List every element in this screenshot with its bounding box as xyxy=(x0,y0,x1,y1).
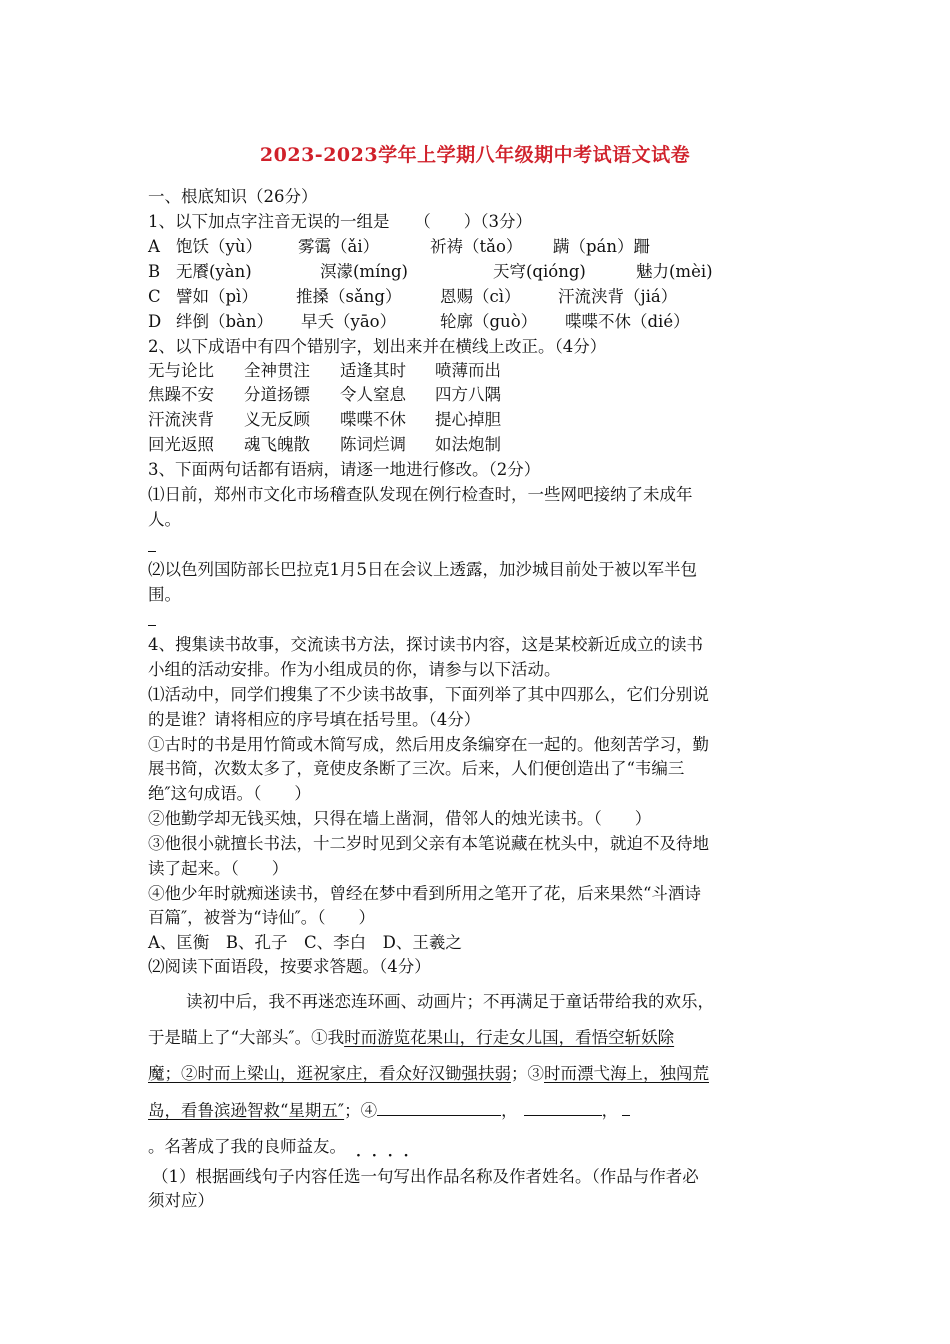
passage-line: 。名著成了我的良师益友。 xyxy=(148,1137,346,1156)
answer-line xyxy=(148,551,156,552)
emphasis-dots: ···· xyxy=(356,1148,420,1164)
question-2-stem: 2、以下成语中有四个错别字，划出来并在横线上改正。（4分） xyxy=(148,337,607,356)
sentence-2-cont: 围。 xyxy=(148,585,181,604)
underlined-sentence-2: 魔；②时而上梁山，逛祝家庄，看众好汉锄强扶弱 xyxy=(148,1064,511,1083)
story-1-cont: 绝″这句成语。（ ） xyxy=(148,784,311,803)
fill-blank[interactable] xyxy=(622,1099,630,1116)
idiom: 四方八隅 xyxy=(435,385,501,404)
option-item: 譬如（pì） xyxy=(176,287,258,306)
option-item: 恩赐（cì） xyxy=(440,287,521,306)
story-1-cont: 展书简，次数太多了，竟使皮条断了三次。后来，人们便创造出了“韦编三 xyxy=(148,759,685,778)
exam-title: 2023-2023学年上学期八年级期中考试语文试卷 xyxy=(259,144,691,166)
passage-text: ， xyxy=(601,1101,619,1120)
story-3: ③他很小就擅长书法，十二岁时见到父亲有本笔说藏在枕头中，就迫不及待地 xyxy=(148,834,709,853)
passage-line xyxy=(148,1063,709,1085)
story-2: ②他勤学却无钱买烛，只得在墙上凿洞，借邻人的烛光读书。（ ） xyxy=(148,809,652,828)
underlined-sentence-3-cont: 岛，看鲁滨逊智救“星期五″ xyxy=(148,1101,345,1120)
idiom: 喷薄而出 xyxy=(435,361,501,380)
answer-choices: A、匡衡 B、孔子 C、李白 D、王羲之 xyxy=(148,933,462,952)
option-item: 轮廓（guò） xyxy=(440,312,538,331)
idiom: 提心掉胆 xyxy=(435,410,501,429)
sub-question-1: （1）根据画线句子内容任选一句写出作品名称及作者姓名。（作品与作者必 xyxy=(152,1167,699,1186)
option-item: 蹒（pán）跚 xyxy=(553,237,651,256)
story-4-cont: 百篇″，被誉为“诗仙″。（ ） xyxy=(148,908,376,927)
idiom: 令人窒息 xyxy=(340,385,406,404)
idiom: 无与论比 xyxy=(148,361,214,380)
option-label: B xyxy=(148,262,161,281)
passage-line xyxy=(148,1027,674,1049)
option-item: 饱饫（yù） xyxy=(176,237,262,256)
option-item: 天穹(qióng) xyxy=(493,262,586,281)
question-3-stem: 3、下面两句话都有语病，请逐一地进行修改。（2分） xyxy=(148,460,541,479)
story-1: ①古时的书是用竹简或木简写成，然后用皮条编穿在一起的。他刻苦学习，勤 xyxy=(148,735,709,754)
option-item: 推搡（sǎng） xyxy=(296,287,402,306)
sentence-1: ⑴日前，郑州市文化市场稽查队发现在例行检查时，一些网吧接纳了未成年 xyxy=(148,485,693,504)
underlined-sentence-1: 时而游览花果山，行走女儿国，看悟空斩妖除 xyxy=(344,1028,675,1047)
option-label: D xyxy=(148,312,162,331)
option-item: 雾霭（ǎi） xyxy=(298,237,380,256)
option-item: 无餍(yàn) xyxy=(176,262,252,281)
question-1-stem: 1、以下加点字注音无误的一组是 （ ）（3分） xyxy=(148,212,532,231)
option-label: A xyxy=(148,237,160,256)
idiom: 适逢其时 xyxy=(340,361,406,380)
idiom: 汗流浃背 xyxy=(148,410,214,429)
part-2-stem: ⑵阅读下面语段，按要求答题。（4分） xyxy=(148,957,431,976)
passage-text: ；④ xyxy=(344,1101,378,1120)
story-4: ④他少年时就痴迷读书，曾经在梦中看到所用之笔开了花，后来果然“斗酒诗 xyxy=(148,884,701,903)
idiom: 陈词烂调 xyxy=(340,435,406,454)
idiom: 分道扬镖 xyxy=(244,385,310,404)
sentence-2: ⑵以色列国防部长巴拉克1月5日在会议上透露，加沙城目前处于被以军半包 xyxy=(148,560,697,579)
underlined-sentence-3: 时而漂弋海上，独闯荒 xyxy=(544,1064,709,1083)
fill-blank[interactable] xyxy=(377,1099,501,1116)
idiom: 魂飞魄散 xyxy=(244,435,310,454)
option-item: 溟濛(míng) xyxy=(320,262,408,281)
idiom: 焦躁不安 xyxy=(148,385,214,404)
answer-line xyxy=(148,625,156,626)
passage-text: 于是瞄上了“大部头″。①我 xyxy=(148,1028,345,1047)
sub-question-1-cont: 须对应） xyxy=(148,1191,214,1210)
part-1-stem-cont: 的是谁？请将相应的序号填在括号里。（4分） xyxy=(148,710,481,729)
passage-text: ；③ xyxy=(511,1064,544,1083)
option-item: 汗流浃背（jiá） xyxy=(558,287,678,306)
option-item: 魅力(mèi) xyxy=(636,262,713,281)
option-item: 祈祷（tǎo） xyxy=(430,237,523,256)
option-label: C xyxy=(148,287,161,306)
passage-line: 读初中后，我不再迷恋连环画、动画片；不再满足于童话带给我的欢乐， xyxy=(186,992,714,1011)
part-1-stem: ⑴活动中，同学们搜集了不少读书故事，下面列举了其中四那么，它们分别说 xyxy=(148,685,709,704)
idiom: 回光返照 xyxy=(148,435,214,454)
idiom: 全神贯注 xyxy=(244,361,310,380)
option-item: 喋喋不休（dié） xyxy=(565,312,690,331)
passage-text: ， xyxy=(501,1101,518,1120)
idiom: 如法炮制 xyxy=(435,435,501,454)
question-4-intro-cont: 小组的活动安排。作为小组成员的你，请参与以下活动。 xyxy=(148,660,561,679)
passage-line xyxy=(148,1099,630,1122)
question-4-intro: 4、搜集读书故事，交流读书方法，探讨读书内容，这是某校新近成立的读书 xyxy=(148,635,703,654)
fill-blank[interactable] xyxy=(524,1099,602,1116)
option-item: 早夭（yāo） xyxy=(301,312,397,331)
story-3-cont: 读了起来。（ ） xyxy=(148,859,289,878)
idiom: 喋喋不休 xyxy=(340,410,406,429)
idiom: 义无反顾 xyxy=(244,410,310,429)
section-heading: 一、根底知识（26分） xyxy=(148,187,318,206)
option-item: 绊倒（bàn） xyxy=(176,312,274,331)
sentence-1-cont: 人。 xyxy=(148,510,181,529)
